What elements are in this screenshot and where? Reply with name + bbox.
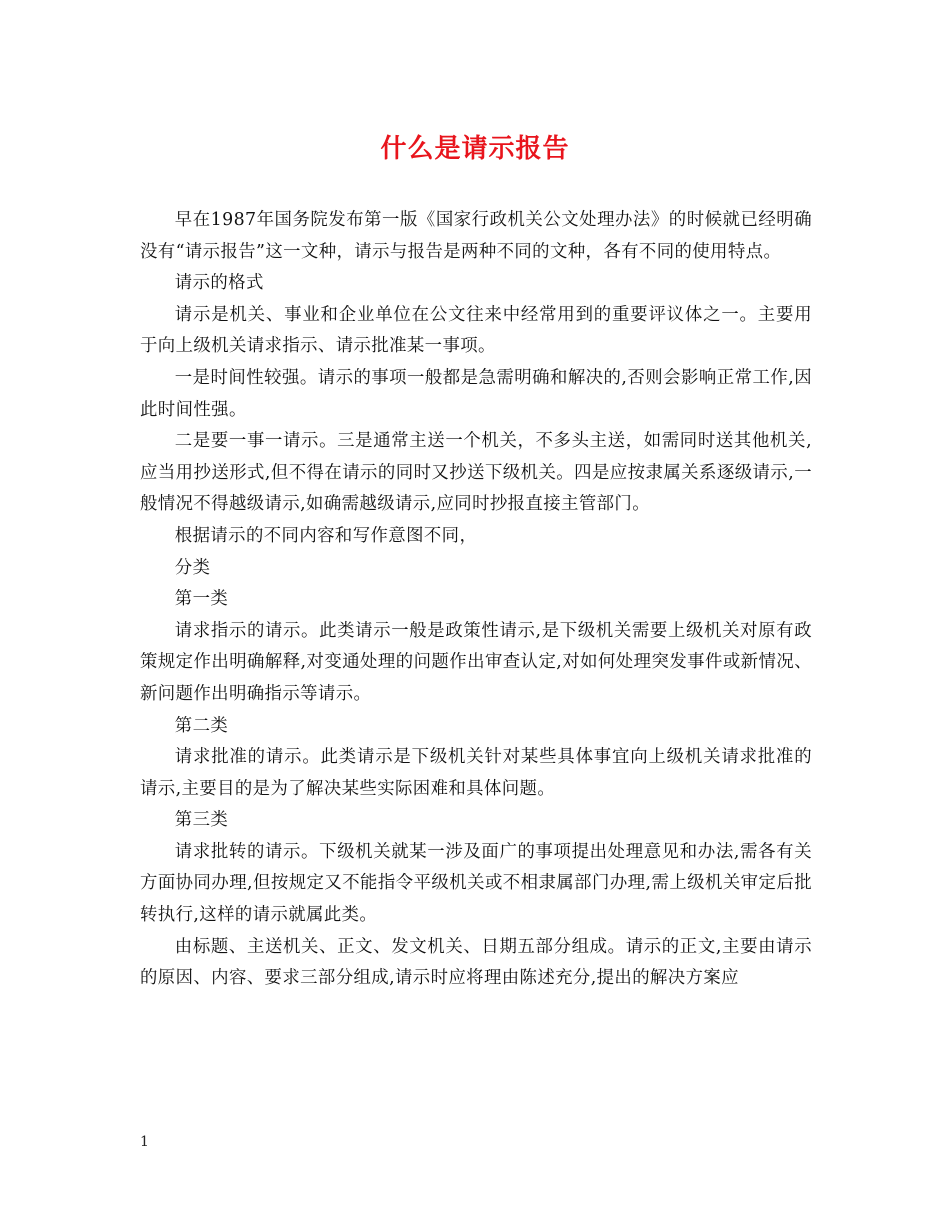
paragraph: 请求批转的请示。下级机关就某一涉及面广的事项提出处理意见和办法,需各有关方面协同办理,但按规定又不能指令平级机关或不相隶属部门办理,需上级机关审定后批转执行,这样的请示就属此类。 <box>140 841 812 926</box>
paragraph: 一是时间性较强。请示的事项一般都是急需明确和解决的,否则会影响正常工作,因此时间性强。 <box>140 367 812 420</box>
section-heading: 第三类 <box>174 810 229 831</box>
paragraph: 由标题、主送机关、正文、发文机关、日期五部分组成。请示的正文,主要由请示的原因、内容、要求三部分组成,请示时应将理由陈述充分,提出的解决方案应 <box>140 936 812 989</box>
paragraph: 二是要一事一请示。三是通常主送一个机关，不多头主送，如需同时送其他机关,应当用抄送形式,但不得在请示的同时又抄送下级机关。四是应按隶属关系逐级请示,一般情况不得越级请示,如确需越级请示,应同时抄报直接主管部门。 <box>140 431 812 515</box>
section-heading: 第二类 <box>174 715 229 736</box>
paragraph: 请求批准的请示。此类请示是下级机关针对某些具体事宜向上级机关请求批准的请示,主要目的是为了解决某些实际困难和具体问题。 <box>140 747 812 799</box>
paragraph: 请求指示的请示。此类请示一般是政策性请示,是下级机关需要上级机关对原有政策规定作出明确解释,对变通处理的问题作出审查认定,对如何处理突发事件或新情况、新问题作出明确指示等请示。 <box>140 620 812 704</box>
paragraph: 早在1987年国务院发布第一版《国家行政机关公文处理办法》的时候就已经明确没有“请示报告”这一文种，请示与报告是两种不同的文种，各有不同的使用特点。 <box>140 210 812 262</box>
section-heading: 分类 <box>174 557 211 578</box>
paragraph: 根据请示的不同内容和写作意图不同， <box>174 525 478 546</box>
paragraph: 请示是机关、事业和企业单位在公文往来中经常用到的重要评议体之一。主要用于向上级机关请求指示、请示批准某一事项。 <box>140 304 812 357</box>
document-body <box>140 205 812 995</box>
section-heading: 第一类 <box>174 589 229 610</box>
document-title: 什么是请示报告 <box>380 134 570 164</box>
section-heading: 请示的格式 <box>174 273 264 294</box>
page-number: 1 <box>140 1134 149 1150</box>
